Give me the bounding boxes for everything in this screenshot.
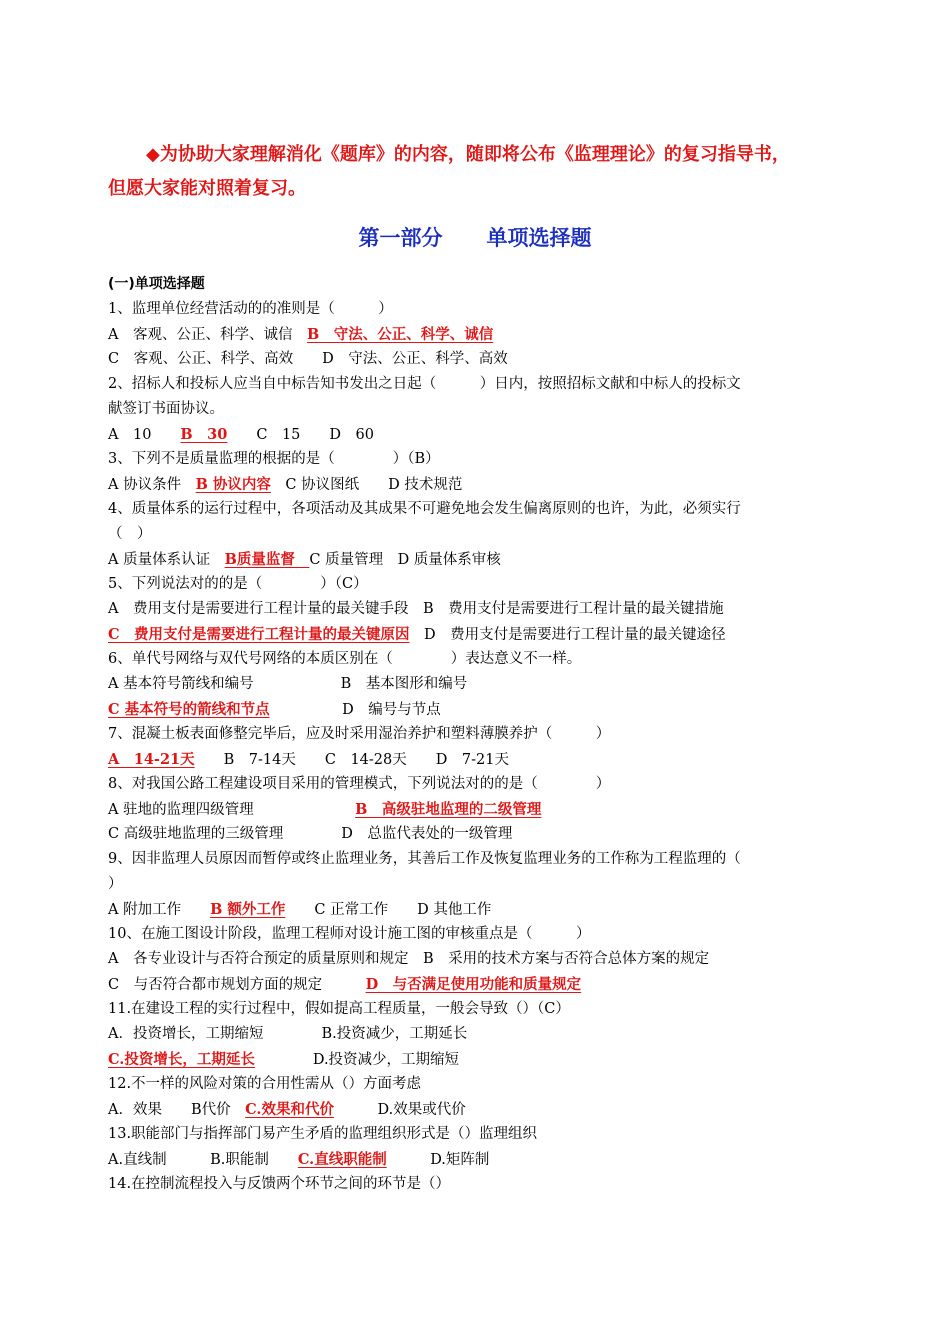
answer-highlight: D 与否满足使用功能和质量规定: [365, 976, 582, 993]
question-10-options-cd: [108, 972, 848, 997]
option-text: A.直线制 B.职能制: [108, 1152, 298, 1168]
question-1: 1、监理单位经营活动的的准则是（ ）: [108, 301, 393, 317]
answer-highlight: C 费用支付是需要进行工程计量的最关键原因: [108, 626, 410, 643]
question-7-options: [108, 747, 848, 772]
question-3-options: [108, 472, 848, 497]
question-6-options-ab: A 基本符号箭线和编号 B 基本图形和编号: [108, 676, 468, 692]
answer-highlight: C.投资增长，工期延长: [108, 1051, 255, 1068]
question-8-options-ab: [108, 797, 848, 822]
question-13: 13.职能部门与指挥部门易产生矛盾的监理组织形式是（）监理组织: [108, 1126, 538, 1142]
question-7: 7、混凝土板表面修整完毕后，应及时采用湿治养护和塑料薄膜养护（ ）: [108, 726, 611, 742]
question-1-options-cd: C 客观、公正、科学、高效 D 守法、公正、科学、高效: [108, 351, 508, 367]
option-text: A 协议条件: [108, 477, 196, 493]
option-text: D.效果或代价: [333, 1102, 466, 1118]
question-5: 5、下列说法对的的是（ ）（C）: [108, 576, 368, 592]
question-8: 8、对我国公路工程建设项目采用的管理模式，下列说法对的的是（ ）: [108, 776, 611, 792]
question-12-options: [108, 1097, 848, 1122]
option-text: A 驻地的监理四级管理: [108, 802, 356, 818]
section-heading: (一)单项选择题: [108, 276, 205, 292]
option-text: C 质量管理 D 质量体系审核: [309, 552, 501, 568]
question-10: 10、在施工图设计阶段，监理工程师对设计施工图的审核重点是（ ）: [108, 926, 591, 942]
option-text: C 15 D 60: [227, 427, 374, 443]
section-title: [0, 222, 950, 252]
question-8-options-cd: C 高级驻地监理的三级管理 D 总监代表处的一级管理: [108, 826, 513, 842]
answer-highlight: B 守法、公正、科学、诚信: [306, 326, 494, 343]
option-text: C 协议图纸 D 技术规范: [270, 477, 463, 493]
question-3: 3、下列不是质量监理的根据的是（ ）（B）: [108, 451, 440, 467]
question-9-line-2: ）: [108, 876, 123, 892]
option-text: D.投资减少，工期缩短: [254, 1052, 460, 1068]
question-9-line-1: 9、因非监理人员原因而暂停或终止监理业务，其善后工作及恢复监理业务的工作称为工程监理的（: [108, 851, 741, 867]
question-5-options-cd: [108, 622, 848, 647]
option-text: A 10: [108, 427, 181, 443]
answer-highlight: C.效果和代价: [245, 1101, 334, 1118]
option-text: A 客观、公正、科学、诚信: [108, 327, 307, 343]
answer-highlight: A 14-21天: [108, 751, 195, 768]
question-6: 6、单代号网络与双代号网络的本质区别在（ ）表达意义不一样。: [108, 651, 582, 667]
question-4-line-2: （ ）: [108, 526, 152, 542]
question-10-options-ab: A 各专业设计与否符合预定的质量原则和规定 B 采用的技术方案与否符合总体方案的规定: [108, 951, 710, 967]
answer-highlight: B 额外工作: [210, 901, 286, 918]
answer-highlight: B 高级驻地监理的二级管理: [355, 801, 542, 818]
title-part: 第一部分: [358, 225, 443, 250]
answer-highlight: C 基本符号的箭线和节点: [108, 701, 270, 718]
option-text: D 费用支付是需要进行工程计量的最关键途径: [409, 627, 726, 643]
question-2-options: [108, 422, 848, 447]
question-5-options-ab: A 费用支付是需要进行工程计量的最关键手段 B 费用支付是需要进行工程计量的最关键措施: [108, 601, 724, 617]
question-list: [108, 272, 848, 1197]
option-text: C 与否符合都市规划方面的规定: [108, 977, 366, 993]
question-11-options-ab: A．投资增长，工期缩短 B.投资减少，工期延长: [108, 1026, 468, 1042]
question-13-options: [108, 1147, 848, 1172]
option-text: A 附加工作: [108, 902, 211, 918]
option-text: A 质量体系认证: [108, 552, 225, 568]
question-4-line-1: 4、质量体系的运行过程中，各项活动及其成果不可避免地会发生偏离原则的也许，为此，必须实行: [108, 501, 741, 517]
question-6-options-cd: [108, 697, 848, 722]
question-14: 14.在控制流程投入与反馈两个环节之间的环节是（）: [108, 1176, 451, 1192]
intro-line-1: ◆为协助大家理解消化《题库》的内容，随即将公布《监理理论》的复习指导书，: [146, 144, 790, 165]
intro-note: [108, 138, 843, 206]
answer-highlight: B 协议内容: [195, 476, 271, 493]
option-text: B 7-14天 C 14-28天 D 7-21天: [194, 752, 509, 768]
option-text: D 编号与节点: [269, 702, 441, 718]
question-2-line-2: 献签订书面协议。: [108, 401, 224, 417]
answer-highlight: B 30: [180, 426, 228, 443]
answer-highlight: B质量监督: [224, 551, 310, 568]
question-9-options: [108, 897, 848, 922]
question-12: 12.不一样的风险对策的合用性需从（）方面考虑: [108, 1076, 422, 1092]
option-text: C 正常工作 D 其他工作: [285, 902, 492, 918]
question-11: 11.在建设工程的实行过程中，假如提高工程质量，一般会导致（）（C）: [108, 1001, 570, 1017]
answer-highlight: C.直线职能制: [297, 1151, 387, 1168]
option-text: A．效果 B代价: [108, 1102, 246, 1118]
option-text: D.矩阵制: [386, 1152, 490, 1168]
question-11-options-cd: [108, 1047, 848, 1072]
question-1-options-ab: [108, 322, 848, 347]
title-name: 单项选择题: [486, 225, 592, 250]
intro-line-2: 但愿大家能对照着复习。: [108, 178, 306, 199]
question-4-options: [108, 547, 848, 572]
question-2-line-1: 2、招标人和投标人应当自中标告知书发出之日起（ ）日内，按照招标文献和中标人的投标文: [108, 376, 741, 392]
